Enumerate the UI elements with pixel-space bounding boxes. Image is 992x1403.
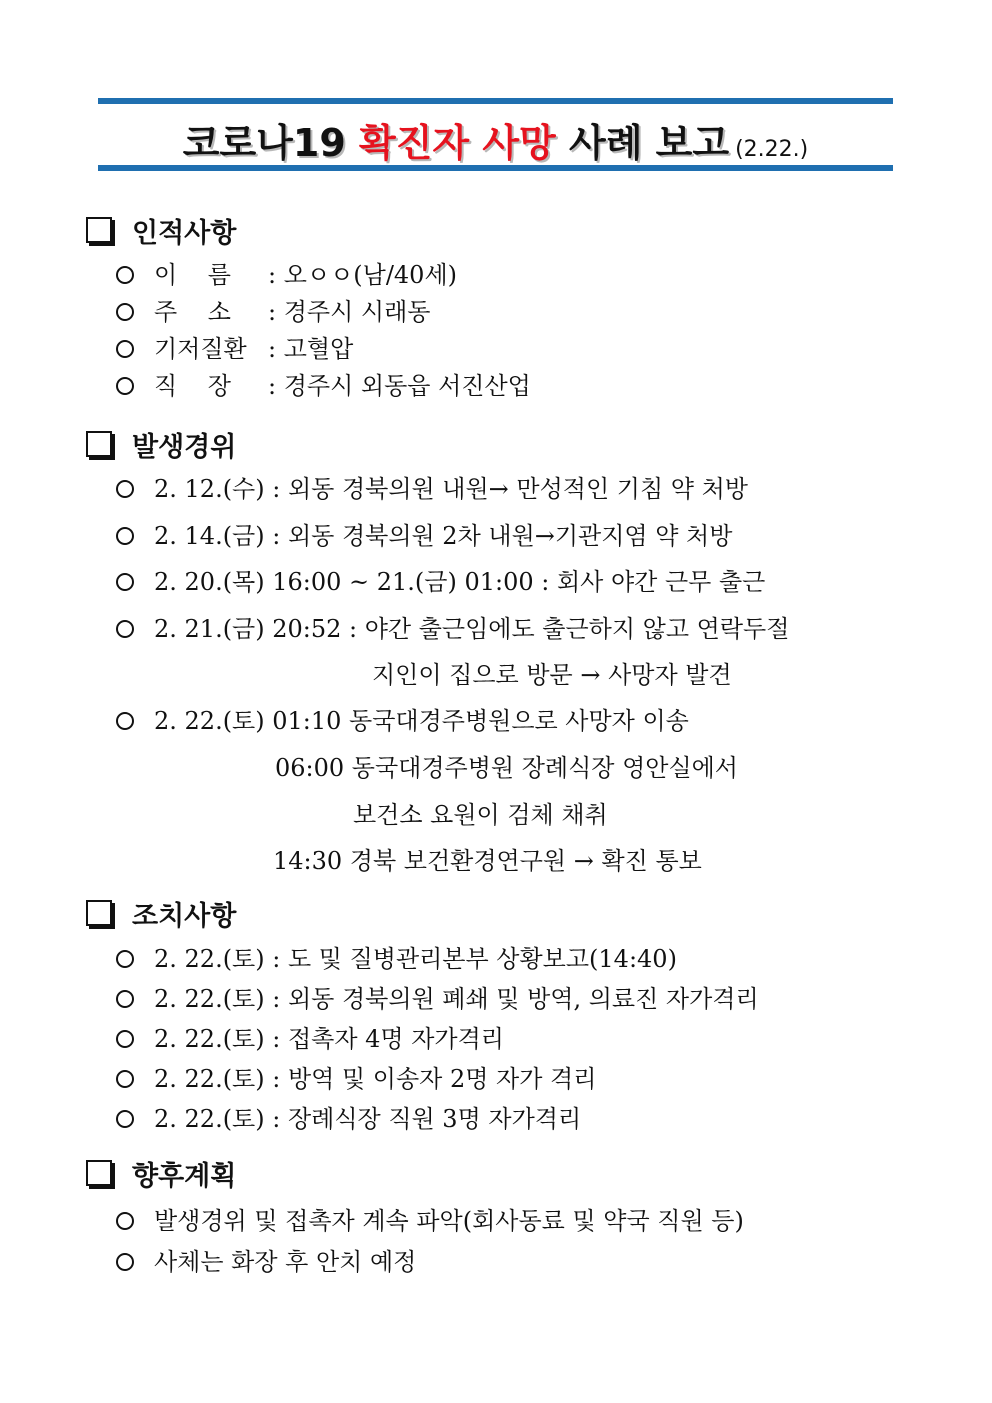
item-continuation: 06:00 동국대경주병원 장례식장 영안실에서 (275, 754, 738, 782)
title-banner (98, 98, 893, 171)
list-item (116, 706, 689, 736)
checkbox-square-icon (86, 900, 112, 926)
item-value: : 경주시 시래동 (268, 298, 431, 326)
circle-bullet-icon (116, 712, 134, 730)
item-text: 발생경위 및 접촉자 계속 파악(회사동료 및 약국 직원 등) (154, 1207, 744, 1235)
list-item (116, 371, 531, 401)
item-value: : 경주시 외동읍 서진산업 (268, 372, 531, 400)
list-item (116, 944, 677, 974)
circle-bullet-icon (116, 620, 134, 638)
list-item (116, 614, 789, 644)
item-continuation: 지인이 집으로 방문 → 사망자 발견 (372, 661, 732, 689)
section-plans (86, 1153, 236, 1193)
item-text: 2. 14.(금) : 외동 경북의원 2차 내원→기관지염 약 처방 (154, 522, 733, 550)
circle-bullet-icon (116, 1030, 134, 1048)
list-item (116, 260, 457, 290)
list-item (116, 334, 353, 364)
item-label: 직 장 (154, 372, 231, 400)
item-label: 기저질환 (154, 335, 247, 363)
list-item (116, 521, 732, 551)
section-history (86, 424, 236, 464)
section-actions (86, 893, 236, 933)
circle-bullet-icon (116, 1110, 134, 1128)
item-label: 이 름 (154, 261, 231, 289)
list-item (116, 984, 759, 1014)
circle-bullet-icon (116, 377, 134, 395)
item-text: 2. 12.(수) : 외동 경북의원 내원→ 만성적인 기침 약 처방 (154, 475, 748, 503)
item-continuation: 보건소 요원이 검체 채취 (353, 801, 608, 829)
section-heading: 향후계획 (132, 1160, 237, 1192)
circle-bullet-icon (116, 340, 134, 358)
list-item (116, 567, 765, 597)
list-item (116, 1064, 596, 1094)
title-part3: 사례 보고 (569, 121, 730, 165)
circle-bullet-icon (116, 303, 134, 321)
item-text: 2. 22.(토) : 방역 및 이송자 2명 자가 격리 (154, 1065, 597, 1093)
list-item (116, 474, 748, 504)
circle-bullet-icon (116, 1253, 134, 1271)
list-item (116, 1024, 504, 1054)
section-heading: 인적사항 (132, 217, 237, 249)
circle-bullet-icon (116, 573, 134, 591)
list-item (116, 1247, 416, 1277)
title-bottom-rule (98, 165, 893, 171)
circle-bullet-icon (116, 990, 134, 1008)
title-highlight: 확진자 사망 (359, 121, 556, 165)
list-item (116, 1206, 744, 1236)
item-text: 2. 22.(토) 01:10 동국대경주병원으로 사망자 이송 (154, 707, 689, 735)
circle-bullet-icon (116, 1070, 134, 1088)
item-text: 2. 22.(토) : 접촉자 4명 자가격리 (154, 1025, 504, 1053)
item-text: 2. 22.(토) : 외동 경북의원 폐쇄 및 방역, 의료진 자가격리 (154, 985, 759, 1013)
item-text: 2. 20.(목) 16:00 ~ 21.(금) 01:00 : 회사 야간 근무 출근 (154, 568, 766, 596)
item-continuation: 14:30 경북 보건환경연구원 → 확진 통보 (273, 847, 702, 875)
list-item (116, 297, 430, 327)
title-part1: 코로나19 (182, 121, 346, 165)
circle-bullet-icon (116, 950, 134, 968)
item-text: 2. 22.(토) : 도 및 질병관리본부 상황보고(14:40) (154, 945, 677, 973)
item-text: 2. 22.(토) : 장례식장 직원 3명 자가격리 (154, 1105, 582, 1133)
circle-bullet-icon (116, 266, 134, 284)
title-date: (2.22.) (735, 137, 809, 162)
title-top-rule (98, 98, 893, 104)
circle-bullet-icon (116, 480, 134, 498)
list-item (116, 1104, 581, 1134)
item-value: : 고혈압 (268, 335, 354, 363)
item-text: 2. 21.(금) 20:52 : 야간 출근임에도 출근하지 않고 연락두절 (154, 615, 790, 643)
checkbox-square-icon (86, 431, 112, 457)
section-heading: 조치사항 (132, 900, 237, 932)
section-heading: 발생경위 (132, 431, 237, 463)
circle-bullet-icon (116, 527, 134, 545)
page-title (98, 112, 893, 167)
section-personal (86, 210, 236, 250)
item-label: 주 소 (154, 298, 231, 326)
item-text: 사체는 화장 후 안치 예정 (154, 1248, 417, 1276)
circle-bullet-icon (116, 1212, 134, 1230)
item-value: : 오ㅇㅇ(남/40세) (268, 261, 457, 289)
checkbox-square-icon (86, 217, 112, 243)
checkbox-square-icon (86, 1160, 112, 1186)
